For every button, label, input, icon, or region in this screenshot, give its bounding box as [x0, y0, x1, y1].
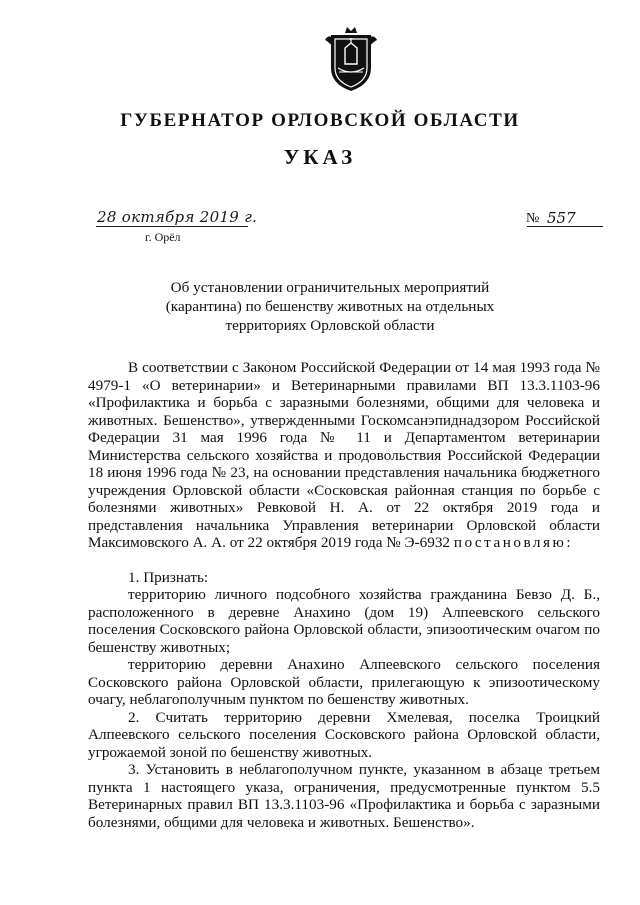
preamble-paragraph	[88, 359, 600, 552]
subject-line: территориях Орловской области	[225, 317, 435, 334]
subject-line: (карантина) по бешенству животных на отдельных	[165, 298, 495, 315]
item-3-paragraph: 3. Установить в неблагополучном пункте, указанном в абзаце третьем пункта 1 настоящего указа, ограничения, предусмотренные пунктом 5.5 Ветеринарных правил ВП 13.3.1103-96 «Профилактика и борьба с заразными болезнями, общими для человека и животных. Бешенство».	[88, 761, 600, 831]
item-1-clause-b: территорию деревни Анахино Алпеевского сельского поселения Сосковского района Орловской области, прилегающую к эпизоотическому очагу, неблагополучным пунктом по бешенству животных.	[88, 656, 600, 708]
document-type-title: УКАЗ	[283, 145, 357, 169]
document-subject	[150, 278, 510, 335]
spacer	[88, 552, 600, 569]
document-city: г. Орёл	[145, 230, 181, 244]
document-body	[88, 359, 600, 831]
subject-line: Об установлении ограничительных мероприятий	[170, 279, 490, 296]
item-1-clause-a: территорию личного подсобного хозяйства гражданина Бевзо Д. Б., расположенного в деревне Анахино (дом 19) Алпеевского сельского поселения Сосковского района Орловской области, эпизоотическим очагом по бешенству животных;	[88, 586, 600, 656]
number-underline	[527, 226, 603, 227]
coat-of-arms-icon	[322, 24, 380, 94]
item-2-paragraph: 2. Считать территорию деревни Хмелевая, поселка Троицкий Алпеевского сельского поселения Сосковского района Орловской области, угрожаемой зоной по бешенству животных.	[88, 708, 600, 761]
document-author-title: ГУБЕРНАТОР ОРЛОВСКОЙ ОБЛАСТИ	[120, 110, 520, 131]
number-label: №	[526, 211, 540, 226]
item-1-title: 1. Признать:	[128, 568, 209, 586]
document-number: 557	[547, 209, 576, 227]
preamble-text: В соответствии с Законом Российской Федерации от 14 мая 1993 года № 4979-1 «О ветеринарии» и Ветеринарными правилами ВП 13.3.1103-96 «Профилактика и борьба с заразными болезнями, общими для человека и животных. Бешенство», утвержденными Госкомсанэпиднадзором Российской Федерации 31 мая 1996 года № 11 и Департаментом ветеринарии Министерства сельского хозяйства и продовольствия Российской Федерации 18 июня 1996 года № 23, на основании представления начальника бюджетного учреждения Орловской области «Сосковская районная станция по борьбе с болезнями животных» Ревковой Н. А. от 22 октября 2019 года и представления начальника Управления ветеринарии Орловской области Максимовского А. А. от 22 октября 2019 года № Э-6932	[88, 359, 600, 551]
document-date: 28 октября 2019 г.	[97, 208, 258, 226]
date-underline	[96, 226, 248, 227]
decree-word: постановляю:	[453, 534, 574, 551]
